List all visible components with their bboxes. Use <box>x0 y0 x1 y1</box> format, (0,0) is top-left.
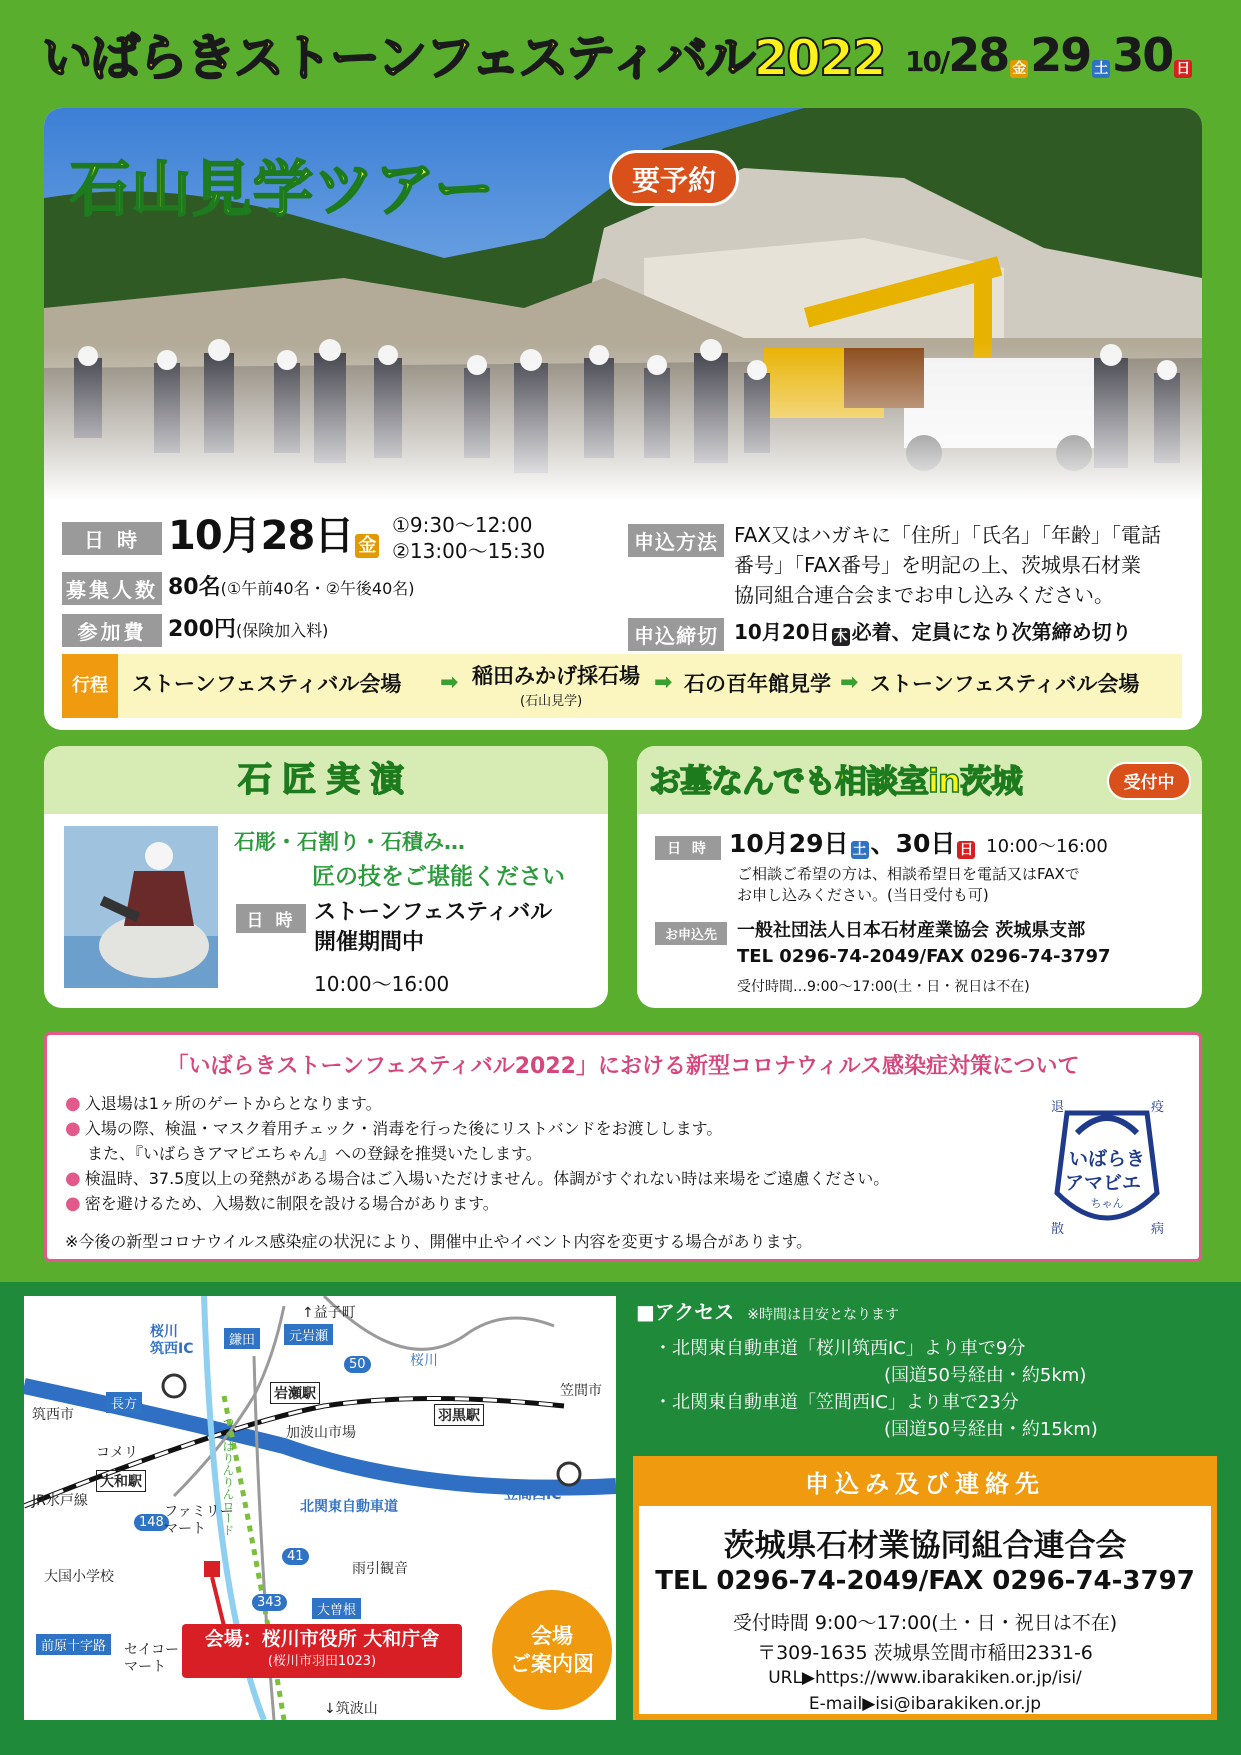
map-tag-motoiwase: 元岩瀬 <box>284 1324 333 1345</box>
date-day3: 30 <box>1112 28 1173 82</box>
reservation-required-badge: 要予約 <box>609 150 739 206</box>
capacity <box>168 570 415 601</box>
tour-date <box>168 504 381 561</box>
list-item: ● 検温時、37.5度以上の発熱がある場合はご入場いただけません。体調がすぐれない時は来場をご遠慮ください。 <box>65 1168 890 1189</box>
map-amebiki: 雨引観音 <box>352 1561 408 1577</box>
map-tag-ozone: 大曽根 <box>312 1598 361 1619</box>
list-item: また、『いばらきアマビエちゃん』への登録を推奨いたします。 <box>87 1144 542 1163</box>
arrow-right-icon: ➡ <box>440 670 459 695</box>
amabie-logo-text-3: ちゃん <box>1090 1197 1124 1210</box>
map-jr-line: JR水戸線 <box>32 1493 88 1509</box>
amabie-logo-text-1: いばらき <box>1068 1148 1146 1170</box>
grave-org: 一般社団法人日本石材産業協会 茨城県支部 <box>737 920 1086 941</box>
date-day2: 29 <box>1030 28 1091 82</box>
contact-address: 〒309-1635 茨城県笠間市稲田2331-6 <box>757 1642 1093 1664</box>
stonemason-time: 10:00〜16:00 <box>314 972 450 996</box>
covid-note: ※今後の新型コロナウイルス感染症の状況により、開催中止やイベント内容を変更する場合があります。 <box>65 1232 813 1251</box>
grave-date-sep: 、 <box>870 829 896 858</box>
access-title: ■アクセス ※時間は目安となります <box>636 1300 899 1324</box>
grave-contact-label: お申込先 <box>655 922 727 945</box>
map-expressway: 北関東自動車道 <box>300 1499 398 1515</box>
map-route-343: 343 <box>252 1594 287 1611</box>
weekday-badge-sun: 日 <box>1176 61 1191 77</box>
contact-heading: 申込み及び連絡先 <box>639 1462 1211 1506</box>
stonemason-demo-card <box>44 746 608 1008</box>
itinerary-step-3: 石の百年館見学 <box>684 672 831 696</box>
grave-note-1: ご相談ご希望の方は、相談希望日を電話又はFAXで <box>737 865 1080 883</box>
fee-label: 参加費 <box>62 614 162 647</box>
map-kasama-ic: 笠間西IC <box>504 1487 562 1503</box>
deadline-label: 申込締切 <box>628 618 724 651</box>
itinerary-label: 行程 <box>62 654 118 718</box>
covid-measures-box <box>44 1032 1202 1262</box>
map-guide-badge: 会場 ご案内図 <box>492 1590 612 1710</box>
itinerary-step-2: 稲田みかげ採石場 <box>472 664 640 688</box>
festival-title: いばらきストーンフェスティバル2022 <box>42 29 885 87</box>
stonemason-period-1: ストーンフェスティバル <box>314 900 553 925</box>
amabie-logo <box>1047 1093 1167 1243</box>
tour-weekday-badge: 金 <box>355 534 379 558</box>
apply-line-2: 番号」「FAX番号」を明記の上、茨城県石材業 <box>734 553 1142 577</box>
grave-note <box>737 864 1080 906</box>
map-haguro-station: 羽黒駅 <box>434 1404 484 1426</box>
quarry-tour-card <box>44 108 1202 730</box>
access-route-1: ・北関東自動車道「桜川筑西IC」より車で9分 <box>654 1338 1026 1359</box>
apply-line-1: FAX又はハガキに「住所」「氏名」「年齢」「電話 <box>734 523 1162 547</box>
itinerary-step-4: ストーンフェスティバル会場 <box>870 672 1140 696</box>
arrow-right-icon: ➡ <box>654 670 673 695</box>
stonemason-photo <box>64 826 218 988</box>
grave-contact <box>737 918 1111 970</box>
access-map <box>24 1296 616 1720</box>
header <box>0 0 1241 104</box>
deadline <box>734 616 1132 646</box>
deadline-value: 10月20日 <box>734 620 830 644</box>
capacity-value: 80名 <box>168 575 221 600</box>
map-label-north: ↑益子町 <box>302 1305 356 1321</box>
access-route-2: ・北関東自動車道「笠間西IC」より車で23分 <box>654 1392 1019 1413</box>
grave-date-label: 日 時 <box>655 836 721 860</box>
tour-date-value: 10月28日 <box>168 513 354 559</box>
date-label: 日 時 <box>62 522 162 555</box>
map-kasama-city: 笠間市 <box>560 1383 602 1399</box>
map-family-mart: ファミリー マート <box>164 1504 234 1537</box>
fee <box>168 612 328 643</box>
map-kanami: 加波山市場 <box>286 1425 356 1441</box>
arrow-right-icon: ➡ <box>840 670 859 695</box>
access-info <box>636 1296 1098 1443</box>
covid-list <box>65 1091 889 1216</box>
map-venue-name: 会場：桜川市役所 大和庁舎 <box>204 1628 440 1650</box>
access-route-1-note: (国道50号経由・約5km) <box>884 1365 1087 1386</box>
grave-weekday-sat: 土 <box>852 842 867 858</box>
weekday-badge-fri: 金 <box>1012 61 1027 77</box>
amabie-corner-4: 病 <box>1151 1222 1165 1237</box>
grave-date-a: 10月29日 <box>729 829 849 858</box>
grave-date-b: 30日 <box>895 829 956 858</box>
grave-title: お墓なんでも相談室in茨城 <box>649 762 1022 800</box>
stonemason-title: 石匠実演 <box>44 746 608 814</box>
list-item: ● 入退場は1ヶ所のゲートからとなります。 <box>65 1093 382 1114</box>
date-day1: 28 <box>948 28 1009 82</box>
contact-hours: 受付時間 9:00〜17:00(土・日・祝日は不在) <box>732 1612 1118 1634</box>
accepting-badge: 受付中 <box>1107 762 1191 800</box>
grave-weekday-sun: 日 <box>959 842 974 858</box>
map-route-148: 148 <box>134 1514 169 1531</box>
list-item: ● 入場の際、検温・マスク着用チェック・消毒を行った後にリストバンドをお渡しします。 <box>65 1118 723 1139</box>
contact-org: 茨城県石材業協同組合連合会 <box>723 1528 1127 1564</box>
tour-itinerary <box>62 654 1182 718</box>
contact-tel: TEL 0296-74-2049/FAX 0296-74-3797 <box>655 1566 1195 1596</box>
map-okuni-school: 大国小学校 <box>44 1569 114 1585</box>
weekday-badge-sat: 土 <box>1094 61 1109 77</box>
amabie-corner-3: 散 <box>1051 1222 1065 1237</box>
grave-consultation-card <box>637 746 1202 1008</box>
stonemason-tagline-1: 石彫・石割り・石積み… <box>234 830 465 854</box>
grave-time: 10:00〜16:00 <box>986 836 1108 857</box>
festival-dates <box>905 28 1194 82</box>
stonemason-period-2: 開催期間中 <box>314 930 425 955</box>
amabie-corner-1: 退 <box>1051 1100 1065 1115</box>
tour-title: 石山見学ツアー <box>70 155 496 225</box>
map-route-50: 50 <box>344 1356 371 1373</box>
stonemason-tagline-2: 匠の技をご堪能ください <box>312 864 565 890</box>
stonemason-period <box>314 898 552 958</box>
fee-value: 200円 <box>168 617 236 642</box>
map-iwase-station: 岩瀬駅 <box>270 1382 320 1404</box>
map-tag-maebara: 前原十字路 <box>36 1634 111 1655</box>
map-tag-nagakata: 長方 <box>106 1392 142 1413</box>
map-chikusei-city: 筑西市 <box>32 1407 74 1423</box>
map-rinrin-road: つくばりんりんロード <box>221 1416 235 1536</box>
contact-url[interactable]: URL▶https://www.ibarakiken.or.jp/isi/ <box>768 1668 1082 1688</box>
map-route-41: 41 <box>282 1548 309 1565</box>
capacity-label: 募集人数 <box>62 572 162 605</box>
itinerary-step-1: ストーンフェスティバル会場 <box>132 672 402 696</box>
tour-time-1: ①9:30〜12:00 <box>392 513 533 537</box>
apply-method <box>734 520 1161 610</box>
stonemason-date-label: 日 時 <box>236 904 306 933</box>
access-routes <box>636 1335 1098 1443</box>
itinerary-step-2-note: (石山見学) <box>520 694 583 709</box>
map-venue-address: (桜川市羽田1023) <box>267 1654 377 1669</box>
tour-time-2: ②13:00〜15:30 <box>392 539 546 563</box>
map-yamato-station: 大和駅 <box>96 1470 146 1492</box>
amabie-logo-text-2: アマビエ <box>1064 1172 1142 1194</box>
tour-times <box>392 512 545 564</box>
apply-line-3: 協同組合連合会までお申し込みください。 <box>734 583 1114 607</box>
map-seico-mart: セイコー マート <box>124 1642 180 1675</box>
map-sakuragawa: 桜川 <box>410 1353 438 1369</box>
grave-header <box>637 746 1202 814</box>
capacity-note: (①午前40名・②午後40名) <box>220 579 415 598</box>
map-chikusei-ic: 桜川 筑西IC <box>150 1324 194 1357</box>
deadline-weekday: 木 <box>833 629 848 645</box>
access-route-2-note: (国道50号経由・約15km) <box>884 1419 1098 1440</box>
deadline-note: 必着、定員になり次第締め切り <box>851 620 1132 644</box>
map-komeri: コメリ <box>96 1445 138 1461</box>
grave-hours: 受付時間…9:00〜17:00(土・日・祝日は不在) <box>737 979 1030 995</box>
contact-box <box>633 1456 1217 1720</box>
map-venue-marker <box>182 1624 462 1678</box>
grave-tel: TEL 0296-74-2049/FAX 0296-74-3797 <box>737 946 1111 967</box>
grave-note-2: お申し込みください。(当日受付も可) <box>737 886 989 904</box>
map-tag-kamada: 鎌田 <box>224 1328 260 1349</box>
apply-method-label: 申込方法 <box>628 524 724 557</box>
fee-note: (保険加入料) <box>235 621 329 640</box>
map-label-south: ↓筑波山 <box>324 1701 378 1717</box>
access-note: ※時間は目安となります <box>747 1307 899 1323</box>
list-item: ● 密を避けるため、入場数に制限を設ける場合があります。 <box>65 1193 499 1214</box>
grave-dates <box>729 824 1108 860</box>
date-prefix: 10/ <box>905 45 949 78</box>
amabie-corner-2: 疫 <box>1151 1100 1165 1115</box>
contact-email[interactable]: E-mail▶isi@ibarakiken.or.jp <box>808 1694 1042 1714</box>
covid-title: 「いばらきストーンフェスティバル2022」における新型コロナウィルス感染症対策について <box>166 1054 1080 1079</box>
